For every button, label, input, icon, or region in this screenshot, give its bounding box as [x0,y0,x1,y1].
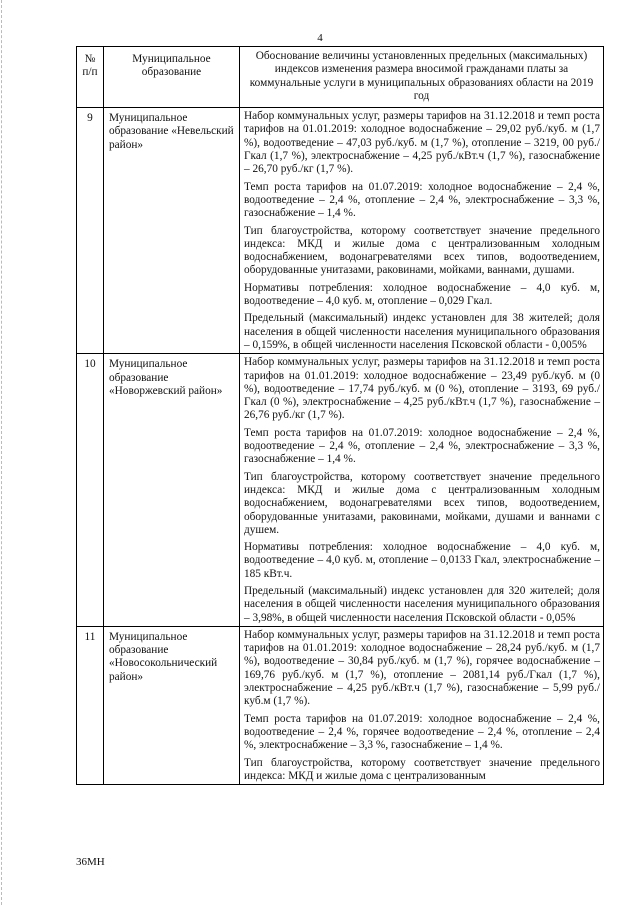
row-number: 11 [77,626,104,784]
table-header-row [77,47,604,108]
growth-rate-paragraph: Темп роста тарифов на 01.07.2019: холодное водоснабжение – 2,4 %, водоотведение – 2,4 %, отопление – 2,4 %, электроснабжение – 3,3 %, газоснабжение – 1,4 %. [244,426,600,466]
consumption-norms-paragraph: Нормативы потребления: холодное водоснабжение – 4,0 куб. м, водоотведение – 4,0 куб. м, отопление – 0,0133 Гкал, электроснабжение – 185 кВт.ч. [244,541,600,580]
row-justification [240,354,604,627]
header-number: № п/п [77,47,104,108]
row-municipality: Муниципальное образование «Невельский район» [104,108,240,354]
row-number: 9 [77,108,104,354]
amenities-type-paragraph: Тип благоустройства, которому соответствует значение предельного индекса: МКД и жилые дома с централизованным холодным водоснабжением, водонагревателями всех типов, водоотведением, оборудованные унитазами, раковинами, мойками, душами и ваннами с душем. [244,470,600,536]
growth-rate-paragraph: Темп роста тарифов на 01.07.2019: холодное водоснабжение – 2,4 %, водоотведение – 2,4 %, отопление – 2,4 %, электроснабжение – 3,3 %, газоснабжение – 1,4 %. [244,180,600,220]
row-municipality: Муниципальное образование «Новоржевский район» [104,354,240,627]
row-justification [240,626,604,784]
row-justification [240,108,604,354]
table-row [77,108,604,354]
tariff-set-paragraph: Набор коммунальных услуг, размеры тарифов на 31.12.2018 и темп роста тарифов на 01.01.2019: холодное водоснабжение – 23,49 руб./куб. м (0 %), водоотведение – 17,74 руб./куб. м (0 %), отопление – 3193, 69 руб./Гкал (0 %), электроснабжение – 4,25 руб./кВт.ч (1,7 %), газоснабжение – 26,76 руб./кг (1,7 %). [244,356,600,422]
scan-edge [1,0,4,905]
consumption-norms-paragraph: Нормативы потребления: холодное водоснабжение – 4,0 куб. м, водоотведение – 4,0 куб. м, отопление – 0,029 Гкал. [244,281,600,308]
table-row [77,626,604,784]
row-municipality: Муниципальное образование «Новосокольнический район» [104,626,240,784]
page-number: 4 [317,32,323,44]
tariff-set-paragraph: Набор коммунальных услуг, размеры тарифов на 31.12.2018 и темп роста тарифов на 01.01.2019: холодное водоснабжение – 28,24 руб./куб. м (1,7 %), водоотведение – 30,84 руб./куб. м (1,7 %), горячее водоснабжение – 169,76 руб./куб. м (1,7 %), отопление – 2081,14 руб./Гкал (1,7 %), электроснабжение – 4,25 руб./кВт.ч (1,7 %), газоснабжение – 5,99 руб./куб.м (1,7 %). [244,628,600,708]
population-share-paragraph: Предельный (максимальный) индекс установлен для 320 жителей; доля населения в общей численности населения муниципального образования – 3,98%, в общей численности населения Псковской области - 0,05% [244,584,600,624]
amenities-type-paragraph: Тип благоустройства, которому соответствует значение предельного индекса: МКД и жилые дома с централизованным [244,756,600,782]
growth-rate-paragraph: Темп роста тарифов на 01.07.2019: холодное водоснабжение – 2,4 %, водоотведение – 2,4 %, горячее водоотведение – 2,4 %, отопление – 2,4 %, электроснабжение – 3,3 %, газоснабжение – 1,4 %. [244,712,600,752]
header-municipality: Муниципальное образование [104,47,240,108]
population-share-paragraph: Предельный (максимальный) индекс установлен для 38 жителей; доля населения в общей численности населения муниципального образования – 0,159%, в общей численности населения Псковской области - 0,005% [244,312,600,351]
tariff-set-paragraph: Набор коммунальных услуг, размеры тарифов на 31.12.2018 и темп роста тарифов на 01.01.2019: холодное водоснабжение – 29,02 руб./куб. м (1,7 %), водоотведение – 47,03 руб./куб. м (1,7 %), отопление – 3219, 00 руб./Гкал (1,7 %), электроснабжение – 4,25 руб./кВт.ч (1,7 %), газоснабжение – 26,70 руб./кг (1,7 %). [244,110,600,176]
document-code: 36МН [76,856,105,868]
amenities-type-paragraph: Тип благоустройства, которому соответствует значение предельного индекса: МКД и жилые дома с централизованным холодным водоснабжением, водонагревателями всех типов, водоотведением, оборудованные унитазами, раковинами, мойками, ваннами, душами. [244,224,600,277]
header-justification: Обоснование величины установленных предельных (максимальных) индексов изменения размера вносимой гражданами платы за коммунальные услуги в муниципальных образованиях области на 2019 год [240,47,604,108]
row-number: 10 [77,354,104,627]
tariff-index-table [76,46,604,785]
table-row [77,354,604,627]
